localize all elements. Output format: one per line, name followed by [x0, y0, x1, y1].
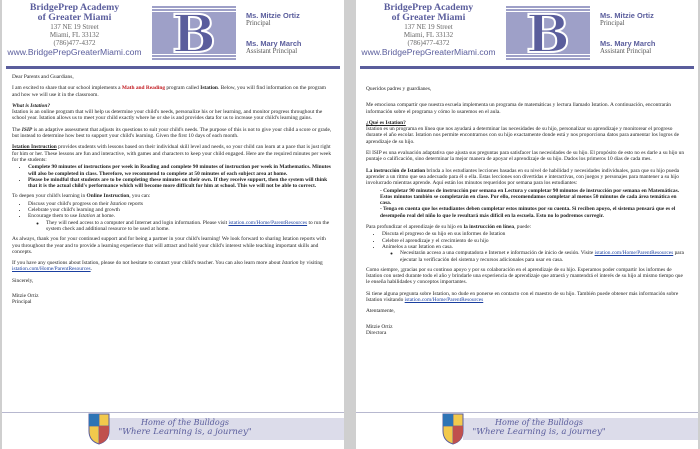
isip-paragraph: The ISIP is an adaptive assessment that adjusts its questions to suit your child's needs. The purpose of this is not to give your child a score or grade, but instead to determine how best to support your child's learning. Given the first 10 days of each month.	[12, 126, 332, 140]
school-name-line2: of Greater Miami	[37, 12, 112, 23]
header-divider	[6, 66, 340, 69]
instruction-paragraph: Istation Instruction provides students with lessons based on their individual skill level and needs, so your child can learn at a pace that is just right for him or her. These lessons are fun and interactive, with games and characters to keep your child engaged. Here are the required minutes per week for the students:	[12, 144, 332, 163]
motto-line1: Home of the Bulldogs	[495, 418, 583, 427]
isip-paragraph: El ISIP es una evaluación adaptativa que ajusta sus preguntas para satisfacer las necesidades de su hijo. El propósito de esto no es darle a su hijo un puntaje o calificación, sino determinar la mejor manera de apoyar el aprendizaje de su hijo. Dados los primeros 10 días de cada mes.	[366, 150, 685, 163]
school-phone: (786)477-4372	[53, 39, 96, 47]
contact-paragraph: Si tiene alguna pregunta sobre Istation, no dude en ponerse en contacto con el maestro de su hijo. También puede obtener más información sobre Istation visitando istation.com/Home/ParentResources	[366, 290, 679, 304]
letter-page-english	[2, 0, 344, 449]
signature-title: Principal	[12, 299, 32, 306]
school-address: 137 NE 19 Street	[50, 23, 99, 31]
crest-shield-icon	[88, 413, 110, 445]
list-item: • Encourage them to use Istation at home. ◦ They will need access to a computer and Internet and login information. Please visit istation.com/Home/ParentResources to run the system check and additional resource to be used at home.	[28, 213, 334, 232]
principal-title: Principal	[246, 20, 271, 27]
assistant-principal-title: Assistant Principal	[600, 48, 652, 55]
signature-name: Mitzie Ortiz	[366, 323, 393, 330]
list-item: • Discuss your child's progress on their Istation reports	[28, 201, 334, 207]
greeting: Queridos padres y guardianes,	[366, 86, 432, 92]
list-item: • Discuta el progreso de su hijo en sus informes de Istation	[382, 231, 688, 237]
list-item: ◦ They will need access to a computer and Internet and login information. Please visit istation.com/Home/ParentResources to run the system check and additional resource to be used at home.	[46, 220, 334, 233]
sign-off: Atentamente,	[366, 308, 395, 315]
motto-line2: "Where Learning is, a journey"	[472, 427, 606, 437]
school-info	[356, 3, 501, 57]
signature-title: Directora	[366, 329, 387, 336]
letter-body-spanish	[366, 86, 688, 336]
header-divider	[360, 66, 694, 69]
list-item: • Please be mindful that students are to be completing these minutes on their own. If they receive support, then the system will think that it is the actual child's performance which will become more difficult for him at school. This we will not be able to correct.	[28, 177, 334, 190]
motto-line1: Home of the Bulldogs	[141, 418, 229, 427]
school-city: Miami, FL 33132	[49, 31, 100, 39]
assistant-principal-title: Assistant Principal	[246, 48, 298, 55]
closing-paragraph: Como siempre, ¡gracias por su continuo apoyo y por su colaboración en el aprendizaje de su hijo. Esperamos poder compartir los informes de Istation con usted durante todo el año y brindarle una experiencia de aprendizaje que atraerá y mantendrá el interés de su hijo al mismo tiempo que le enseña habilidades y conceptos importantes.	[366, 266, 683, 286]
motto-line2: "Where Learning is, a journey"	[118, 427, 252, 437]
staff-block	[600, 12, 698, 56]
school-address: 137 NE 19 Street	[404, 23, 453, 31]
greeting: Dear Parents and Guardians,	[12, 74, 74, 80]
requirements-list	[12, 164, 334, 189]
letter-page-spanish	[356, 0, 698, 449]
list-item: - Tenga en cuenta que los estudiantes deben completar estos minutos por su cuenta. Si reciben apoyo, el sistema pensará que es el desempeño real del niño lo que le resultará más difícil en la escuela. Esto no lo podremos corregir.	[380, 206, 676, 219]
logo-letter: B	[526, 4, 570, 62]
list-item: • Celebrate your child's learning and growth	[28, 207, 334, 213]
school-info	[2, 3, 147, 57]
logo-letter: B	[172, 4, 216, 62]
staff-block	[246, 12, 344, 56]
school-b-logo	[152, 4, 236, 62]
sign-off: Sincerely,	[12, 277, 34, 284]
deepen-paragraph: To deepen your child's learning in Online Instruction, you can:	[12, 193, 151, 200]
footer-motto	[464, 418, 614, 437]
parent-resources-link[interactable]: istation.com/Home/ParentResources	[404, 297, 484, 304]
what-heading: ¿Qué es Istation?	[366, 119, 406, 126]
assistant-principal-name: Ms. Mary March	[600, 39, 656, 48]
crest-shield-icon	[442, 413, 464, 445]
what-section: What is Istation? Istation is an online program that will help us determine your child's needs, personalize his or her learning, and monitor progress throughout the school year. Istation allows us to meet your child exactly where he or she is and provides data for us to increase your child's learning gains.	[12, 102, 323, 122]
list-item: - Completar 90 minutos de instrucción por semana en Lectura y completar 90 minutos de instrucción por semana en Matemáticas. Estos minutos también se completarán en clase. Por ello, recomendamos completar al menos 50 minutos de cada área temática en casa.	[380, 187, 680, 207]
list-item: • Anímelos a usar Istation en casa. ◦ Necesitarán acceso a una computadora e Internet e información de inicio de sesión. Visite istation.com/Home/ParentResources para ejecutar la verificación del sistema y recursos adicionales para usar en casa.	[382, 244, 688, 263]
parent-resources-link[interactable]: istation.com/Home/ParentResources	[228, 219, 308, 226]
school-phone: (786)477-4372	[407, 39, 450, 47]
tips-list	[366, 231, 688, 262]
school-b-logo	[506, 4, 590, 62]
signature-name: Mitzie Ortiz	[12, 293, 39, 300]
footer-divider	[2, 412, 344, 413]
school-name-line1: BridgePrep Academy	[383, 2, 474, 13]
assistant-principal-name: Ms. Mary March	[246, 39, 302, 48]
contact-paragraph: If you have any questions about Istation, please do not hesitate to contact your child's teacher. You can also learn more about Istation by visiting istation.com/Home/ParentResources.	[12, 260, 323, 273]
deepen-paragraph: Para profundizar el aprendizaje de su hijo en la instrucción en línea, puede:	[366, 224, 532, 231]
list-item: ◦ Necesitarán acceso a una computadora e Internet e información de inicio de sesión. Visite istation.com/Home/ParentResources para ejecutar la verificación del sistema y recursos adicionales para usar en casa.	[400, 250, 688, 263]
school-name-line1: BridgePrep Academy	[29, 2, 120, 13]
tips-list	[12, 201, 334, 232]
parent-resources-link[interactable]: istation.com/Home/ParentResources	[594, 250, 674, 257]
what-section: ¿Qué es Istation? Istation es un programa en línea que nos ayudará a determinar las necesidades de su hijo, personalizar su aprendizaje y monitorear el progreso durante el año escolar. Istation nos permite encontrarnos con su hijo exactamente donde está y nos proporciona datos para aumentar los logros de aprendizaje de su hijo.	[366, 119, 680, 145]
parent-resources-link[interactable]: istation.com/Home/ParentResources	[12, 266, 91, 273]
instruction-paragraph: La instrucción de Istation brinda a los estudiantes lecciones basadas en su nivel de habilidad y necesidades individuales, para que su hijo pueda aprender a un ritmo que sea adecuado para él o ella. Estas lecciones son divertidas e interactivas, con juegos y personajes para mantener a su hijo involucrado mientras aprende. Aquí están los minutos requeridos por semana para los estudiantes:	[366, 167, 680, 187]
what-heading: What is Istation?	[12, 102, 51, 109]
footer-divider	[356, 412, 698, 413]
school-name-line2: of Greater Miami	[391, 12, 466, 23]
principal-title: Principal	[600, 20, 625, 27]
school-website-link[interactable]: www.BridgePrepGreaterMiami.com	[361, 47, 496, 57]
school-city: Miami, FL 33132	[403, 31, 454, 39]
principal-name: Ms. Mitzie Ortiz	[600, 11, 654, 20]
list-item: • Celebre el aprendizaje y el crecimiento de su hijo	[382, 238, 688, 244]
school-website-link[interactable]: www.BridgePrepGreaterMiami.com	[7, 47, 142, 57]
closing-paragraph: As always, thank you for your continued support and for being a partner in your child's learning! We look forward to sharing Istation reports with you throughout the year and to provide a learning experience that will attract and hold your child's interest while teaching important skills and concepts.	[12, 236, 326, 255]
intro-paragraph: Me emociona compartir que nuestra escuela implementa un programa de matemáticas y lectura llamado Istation. A continuación, encontrarán información sobre el programa y cómo lo usaremos en el aula.	[366, 102, 671, 115]
principal-name: Ms. Mitzie Ortiz	[246, 11, 300, 20]
intro-paragraph: I am excited to share that our school implements a Math and Reading program called Istation. Below, you will find information on the program and how we will use it in the classroom.	[12, 85, 326, 98]
letter-body-english	[12, 74, 334, 306]
list-item: • Complete 90 minutes of instructions per week in Reading and complete 90 minutes of instruction per week in Mathematics. Minutes will also be completed in class. Therefore, we recommend to complete at 50 minutes of each subject area at home.	[28, 164, 334, 177]
footer-motto	[110, 418, 260, 437]
requirements-list	[366, 188, 688, 219]
